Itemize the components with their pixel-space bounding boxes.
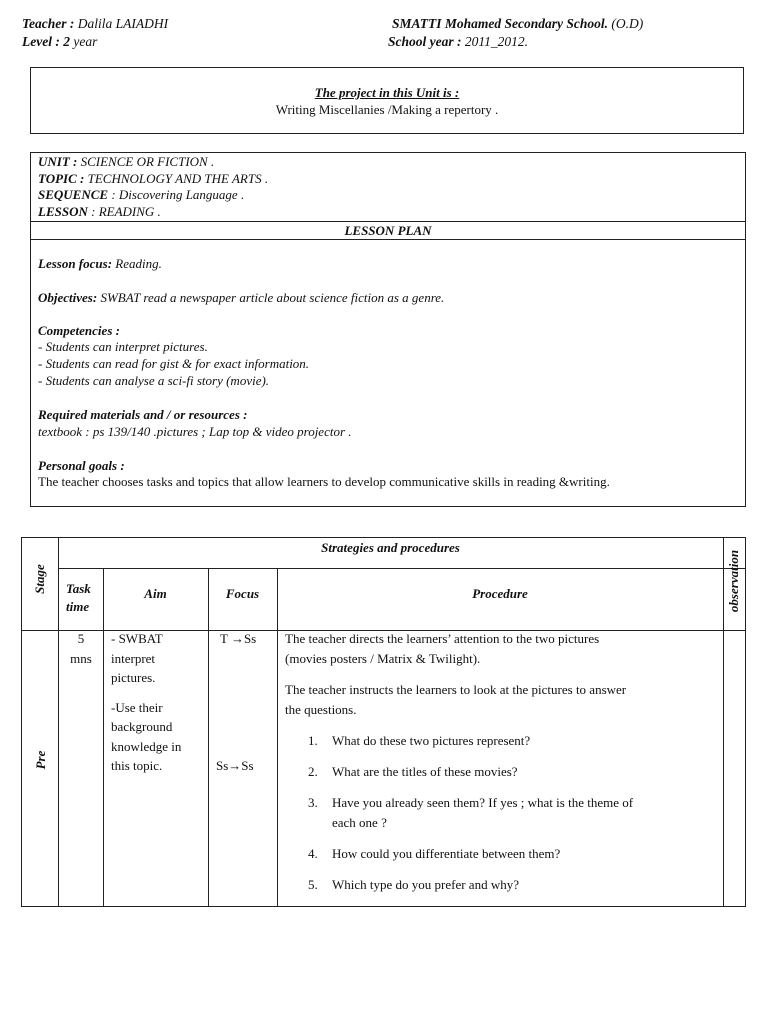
question-text: What do these two pictures represent? bbox=[332, 733, 531, 748]
stage-header: Stage bbox=[32, 564, 47, 594]
focus-value-teacher: T →Ss bbox=[220, 631, 257, 646]
task-time-line: 5 bbox=[77, 631, 85, 646]
teacher-line bbox=[22, 16, 168, 32]
aim-line: - SWBAT bbox=[111, 631, 163, 646]
teacher-name: Dalila LAIADHI bbox=[77, 16, 169, 31]
competencies-label: Competencies : bbox=[38, 323, 120, 338]
table-divider bbox=[58, 568, 746, 569]
materials-value: textbook : ps 139/140 .pictures ; Lap top & video projector . bbox=[38, 424, 352, 439]
project-title: The project in this Unit is : bbox=[314, 85, 460, 100]
aim-line: -Use their bbox=[111, 699, 163, 715]
procedure-line: The teacher instructs the learners to look at the pictures to answer bbox=[285, 682, 627, 697]
question-text: Which type do you prefer and why? bbox=[332, 877, 519, 892]
unit-value: SCIENCE OR FICTION . bbox=[80, 154, 215, 169]
task-time-value bbox=[59, 629, 103, 668]
question-number: 4. bbox=[308, 846, 318, 861]
lesson-line bbox=[38, 204, 161, 220]
school-name: SMATTI Mohamed Secondary School. bbox=[392, 16, 609, 31]
strategies-header: Strategies and procedures bbox=[321, 540, 460, 555]
project-text: Writing Miscellanies /Making a repertory . bbox=[275, 102, 499, 117]
aim-line: pictures. bbox=[111, 670, 156, 685]
procedure-paragraph bbox=[285, 680, 721, 719]
competency-item: - Students can read for gist & for exact information. bbox=[38, 356, 310, 371]
question-text: each one ? bbox=[332, 814, 387, 830]
lesson-label: LESSON bbox=[38, 204, 88, 219]
stage-value: Pre bbox=[33, 750, 48, 770]
table-border bbox=[745, 537, 746, 907]
school-line bbox=[392, 16, 643, 32]
competency-item: - Students can interpret pictures. bbox=[38, 339, 208, 354]
goals-label: Personal goals : bbox=[38, 458, 125, 473]
lesson-plan-box bbox=[30, 152, 746, 507]
focus-header: Focus bbox=[225, 586, 260, 601]
table-divider bbox=[103, 568, 104, 907]
procedure-header: Procedure bbox=[472, 586, 528, 601]
sequence-line bbox=[38, 187, 244, 203]
aim-line: this topic. bbox=[111, 758, 163, 773]
lesson-plan-heading: LESSON PLAN bbox=[31, 221, 745, 240]
competency-item: - Students can analyse a sci-fi story (movie). bbox=[38, 373, 270, 388]
aim-line: background bbox=[111, 719, 173, 734]
procedure-line: (movies posters / Matrix & Twilight). bbox=[285, 650, 481, 666]
topic-label: TOPIC : bbox=[38, 171, 88, 186]
question-number: 2. bbox=[308, 764, 318, 779]
observation-header: observation bbox=[726, 549, 741, 613]
table-border bbox=[21, 906, 746, 907]
level-label: Level : 2 bbox=[22, 34, 70, 49]
school-year-line bbox=[388, 34, 528, 50]
question-text: Have you already seen them? If yes ; what is the theme of bbox=[332, 795, 634, 810]
table-border bbox=[21, 537, 22, 907]
table-divider bbox=[58, 537, 59, 907]
procedure-paragraph bbox=[285, 629, 721, 668]
lesson-focus-label: Lesson focus: bbox=[38, 256, 116, 271]
objectives-line bbox=[38, 290, 444, 306]
focus-value-students: Ss→Ss bbox=[216, 758, 254, 773]
aim-line: interpret bbox=[111, 650, 156, 666]
lesson-focus-line bbox=[38, 256, 162, 272]
task-time-header-line: time bbox=[66, 599, 90, 614]
topic-line bbox=[38, 171, 268, 187]
procedures-table bbox=[21, 537, 746, 907]
goals-value: The teacher chooses tasks and topics that allow learners to develop communicative skills in reading &writing. bbox=[38, 474, 610, 489]
sequence-label: SEQUENCE bbox=[38, 187, 109, 202]
unit-label: UNIT : bbox=[38, 154, 81, 169]
school-suffix: (O.D) bbox=[608, 16, 644, 31]
level-line bbox=[22, 34, 97, 50]
task-time-line: mns bbox=[70, 650, 92, 666]
procedure-line: The teacher directs the learners’ attention to the two pictures bbox=[285, 631, 600, 646]
lesson-focus-value: Reading. bbox=[115, 256, 162, 271]
question-number: 5. bbox=[308, 877, 318, 892]
table-divider bbox=[277, 568, 278, 907]
procedure-line: the questions. bbox=[285, 701, 357, 717]
aim-header: Aim bbox=[144, 586, 167, 601]
question-text: What are the titles of these movies? bbox=[332, 764, 518, 779]
objectives-value: SWBAT read a newspaper article about science fiction as a genre. bbox=[100, 290, 445, 305]
question-number: 1. bbox=[308, 733, 318, 748]
table-divider bbox=[208, 568, 209, 907]
materials-label: Required materials and / or resources : bbox=[38, 407, 248, 422]
table-divider bbox=[723, 537, 724, 907]
lesson-value: : READING . bbox=[87, 204, 161, 219]
question-text: How could you differentiate between them? bbox=[332, 846, 561, 861]
task-time-header-line: Task bbox=[66, 581, 91, 596]
task-time-header bbox=[66, 580, 91, 616]
project-box bbox=[30, 67, 744, 134]
objectives-label: Objectives: bbox=[38, 290, 101, 305]
aim-line: knowledge in bbox=[111, 738, 182, 754]
sequence-value: : Discovering Language . bbox=[108, 187, 245, 202]
question-number: 3. bbox=[308, 795, 318, 810]
aim-value bbox=[111, 629, 206, 776]
teacher-label: Teacher : bbox=[22, 16, 78, 31]
topic-value: TECHNOLOGY AND THE ARTS . bbox=[87, 171, 269, 186]
school-year-value: 2011_2012. bbox=[464, 34, 528, 49]
school-year-label: School year : bbox=[388, 34, 465, 49]
unit-line bbox=[38, 154, 214, 170]
level-value: year bbox=[69, 34, 98, 49]
